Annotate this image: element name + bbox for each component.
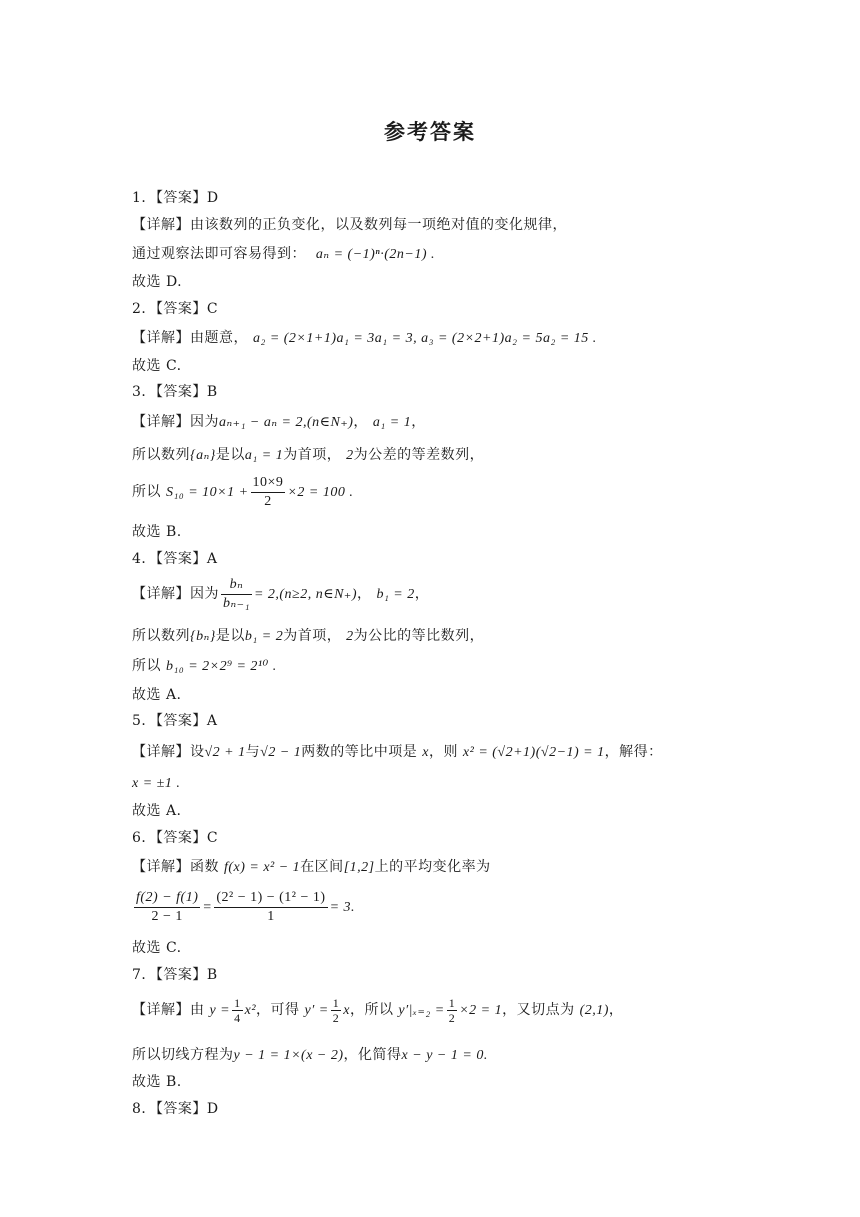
conclusion-line: [132, 1072, 182, 1092]
answer-line: [132, 965, 218, 985]
detail-line: [132, 445, 484, 466]
fraction: [134, 889, 200, 926]
math-expression: (2,1): [579, 1003, 609, 1018]
detail-line: [132, 244, 435, 265]
math-expression: b₁ = 2: [244, 629, 284, 644]
conclusion-line: [132, 356, 182, 376]
math-expression: x = ±1 .: [132, 776, 181, 791]
detail-text: 两数的等比中项是: [301, 744, 418, 760]
answer-label: 6．【答案】C: [132, 830, 219, 846]
detail-line: [132, 742, 663, 763]
fraction-numerator: 1: [448, 995, 456, 1010]
answer-line: [132, 828, 218, 848]
math-expression: x²: [244, 1003, 257, 1018]
math-expression: a₁ = 1: [372, 415, 412, 430]
detail-text: 所以: [132, 658, 161, 674]
fraction-numerator: (2² − 1) − (1² − 1): [214, 889, 327, 908]
detail-text: 所以切线方程为: [132, 1047, 234, 1063]
math-expression: 2: [346, 448, 354, 463]
fraction: [214, 889, 327, 926]
math-expression: ×2 = 100 .: [287, 485, 354, 500]
fraction-denominator: 2: [448, 1010, 456, 1025]
math-expression: aₙ = (−1)ⁿ·(2n−1) .: [315, 247, 435, 262]
detail-line: [132, 887, 355, 928]
fraction-numerator: bₙ: [221, 576, 252, 595]
math-expression: f(x) = x² − 1: [223, 860, 301, 875]
detail-text: ，: [353, 414, 368, 430]
fraction: [251, 474, 286, 511]
detail-text: 通过观察法即可容易得到：: [132, 246, 306, 262]
conclusion-text: 故选 A.: [132, 687, 182, 703]
answer-label: 2．【答案】C: [132, 301, 219, 317]
detail-text: ，所以: [349, 1002, 394, 1018]
fraction-denominator: 1: [267, 908, 275, 924]
fraction-denominator: 2 − 1: [151, 908, 183, 924]
detail-text: ，解得：: [604, 744, 663, 760]
conclusion-line: [132, 685, 182, 705]
math-expression: a₂ = (2×1+1)a₁ = 3a₁ = 3, a₃ = (2×2+1)a₂ = 5a₂ = 15 .: [252, 331, 597, 346]
detail-text: 与: [245, 744, 261, 760]
detail-line: [132, 328, 597, 349]
detail-text: 为公比的等比数列，: [353, 628, 485, 644]
detail-text: 为首项，: [283, 447, 342, 463]
math-expression: b₁₀ = 2×2⁹ = 2¹⁰ .: [165, 659, 277, 674]
conclusion-text: 故选 C.: [132, 358, 182, 374]
fraction: [232, 996, 243, 1025]
detail-text: ，: [414, 586, 430, 602]
detail-text: ，则: [428, 744, 458, 760]
answer-label: 1．【答案】D: [132, 190, 219, 206]
detail-text: ，可得: [256, 1002, 300, 1018]
math-expression: =: [202, 900, 213, 915]
math-expression: b₁ = 2: [376, 587, 415, 602]
conclusion-text: 故选 D.: [132, 274, 183, 290]
math-expression: y − 1 = 1×(x − 2): [233, 1048, 344, 1063]
conclusion-line: [132, 272, 182, 292]
detail-text: ，化简得: [343, 1047, 402, 1063]
math-expression: {bₙ}: [190, 629, 216, 644]
detail-text: 所以: [132, 484, 161, 500]
math-expression: = 3.: [329, 900, 356, 915]
answer-line: [132, 188, 219, 208]
detail-line: [132, 412, 426, 433]
detail-text: 【详解】设: [132, 744, 205, 760]
detail-text: 在区间: [300, 859, 344, 875]
math-expression: {aₙ}: [190, 448, 216, 463]
detail-text: 所以数列: [132, 447, 190, 463]
math-expression: √2 + 1: [204, 745, 246, 760]
detail-line: [132, 574, 429, 615]
math-expression: y′|ₓ₌₂ =: [398, 1003, 445, 1018]
fraction-denominator: 2: [332, 1010, 340, 1025]
detail-text: 上的平均变化率为: [374, 859, 491, 875]
answer-line: [132, 549, 218, 569]
math-expression: √2 − 1: [260, 745, 302, 760]
page-title: 参考答案: [384, 120, 476, 144]
fraction-numerator: 10×9: [251, 474, 286, 493]
conclusion-line: [132, 801, 182, 821]
conclusion-text: 故选 B.: [132, 1074, 182, 1090]
math-expression: x: [422, 745, 429, 760]
detail-text: 【详解】函数: [132, 859, 219, 875]
detail-text: 【详解】因为: [132, 586, 219, 602]
conclusion-line: [132, 522, 182, 542]
math-expression: y =: [209, 1003, 231, 1018]
detail-text: 所以数列: [132, 628, 190, 644]
detail-line: [132, 1045, 488, 1066]
detail-line: [132, 773, 180, 794]
math-expression: [1,2]: [343, 860, 375, 875]
detail-text: ，: [608, 1002, 624, 1018]
answer-label: 8．【答案】D: [132, 1101, 219, 1117]
math-expression: ×2 = 1: [459, 1003, 503, 1018]
answer-line: [132, 299, 218, 319]
detail-text: ，: [411, 414, 426, 430]
answer-label: 4．【答案】A: [132, 551, 218, 567]
fraction-numerator: 1: [234, 995, 241, 1010]
math-expression: aₙ₊₁ − aₙ = 2,(n∈N₊): [219, 415, 354, 430]
detail-line: [132, 656, 277, 677]
math-expression: a₁ = 1: [244, 448, 284, 463]
math-expression: y′ =: [304, 1003, 329, 1018]
detail-line: [132, 857, 491, 878]
detail-text: 为首项，: [283, 628, 342, 644]
fraction-numerator: 1: [332, 995, 340, 1010]
detail-line: [132, 626, 484, 647]
math-expression: S₁₀ = 10×1 +: [165, 485, 249, 500]
detail-text: 【详解】因为: [132, 414, 219, 430]
detail-text: 是以: [215, 628, 245, 644]
detail-text: ，又切点为: [502, 1002, 575, 1018]
detail-text: 是以: [215, 447, 245, 463]
answer-line: [132, 382, 218, 402]
detail-text: 为公差的等差数列，: [353, 447, 485, 463]
math-expression: 2: [346, 629, 354, 644]
answer-label: 7．【答案】B: [132, 967, 218, 983]
answer-line: [132, 711, 218, 731]
conclusion-text: 故选 B.: [132, 524, 182, 540]
math-expression: x² = (√2+1)(√2−1) = 1: [462, 745, 605, 760]
fraction-numerator: f(2) − f(1): [134, 889, 200, 908]
detail-text: ，: [356, 586, 372, 602]
detail-line: [132, 215, 567, 235]
fraction-denominator: 4: [234, 1010, 241, 1025]
detail-line: [132, 990, 623, 1031]
detail-text: 【详解】由题意，: [132, 330, 248, 346]
answer-label: 5．【答案】A: [132, 713, 218, 729]
fraction-denominator: bₙ₋₁: [223, 595, 250, 611]
math-expression: = 2,(n≥2, n∈N₊): [253, 587, 357, 602]
detail-text: 【详解】由: [132, 1002, 205, 1018]
math-expression: x: [343, 1003, 350, 1018]
conclusion-text: 故选 A.: [132, 803, 182, 819]
fraction: [447, 996, 458, 1025]
conclusion-text: 故选 C.: [132, 940, 182, 956]
conclusion-line: [132, 938, 182, 958]
fraction-denominator: 2: [264, 493, 272, 509]
detail-text: 【详解】由该数列的正负变化，以及数列每一项绝对值的变化规律，: [132, 217, 567, 233]
math-expression: x − y − 1 = 0.: [401, 1048, 488, 1063]
fraction: [331, 996, 342, 1025]
detail-line: [132, 472, 353, 513]
answer-label: 3．【答案】B: [132, 384, 218, 400]
answer-line: [132, 1099, 219, 1119]
fraction: [221, 576, 252, 613]
